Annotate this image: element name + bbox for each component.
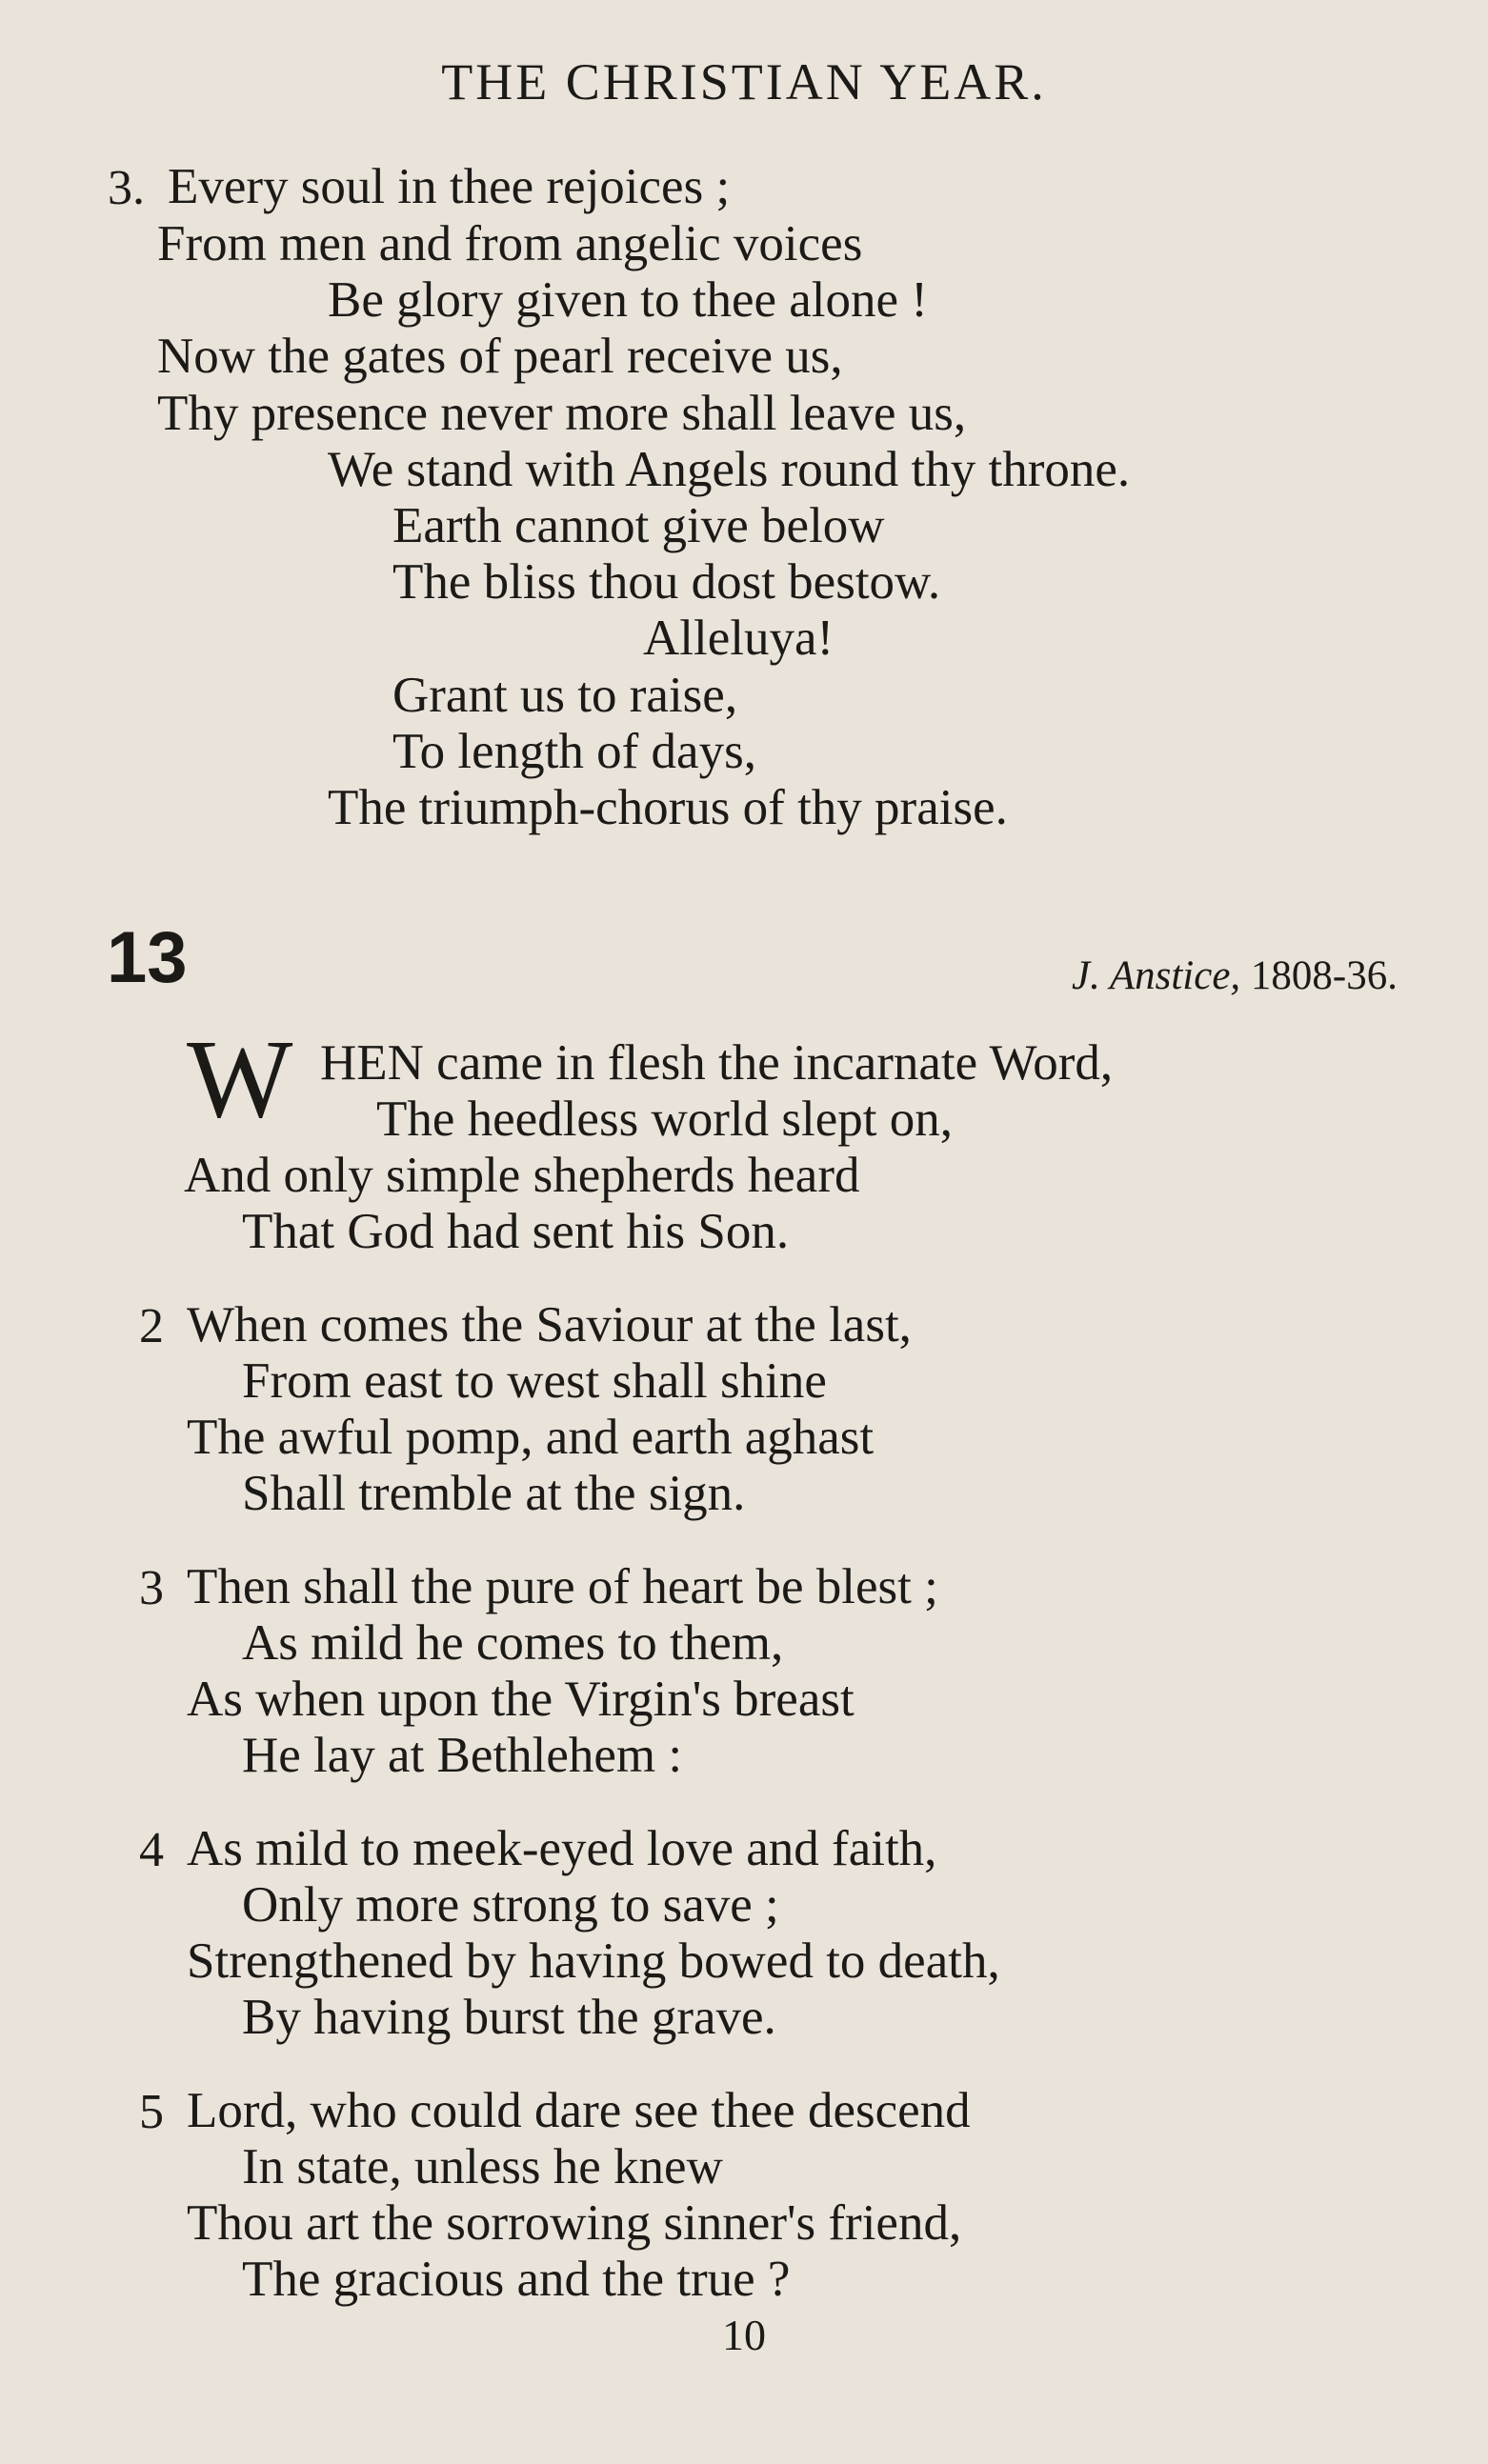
verse-line: From east to west shall shine — [242, 1353, 827, 1409]
verse-line: Be glory given to thee alone ! — [328, 272, 928, 328]
page-number: 10 — [722, 2311, 766, 2359]
verse-line: As mild to meek-eyed love and faith, — [187, 1821, 937, 1876]
verse-line: We stand with Angels round thy throne. — [328, 442, 1131, 497]
verse-line: From men and from angelic voices — [157, 216, 863, 271]
hymn-number: 13 — [107, 917, 188, 998]
drop-cap: W — [187, 1016, 293, 1141]
verse-line: Strengthened by having bowed to death, — [187, 1933, 1000, 1989]
stanza-number: 5 — [139, 2085, 164, 2139]
verse-line: Thy presence never more shall leave us, — [157, 386, 967, 441]
verse-line: Now the gates of pearl receive us, — [157, 329, 843, 384]
verse-line: As when upon the Virgin's breast — [187, 1672, 855, 1727]
verse-line: Every soul in thee rejoices ; — [168, 159, 731, 214]
verse-line: That God had sent his Son. — [242, 1204, 790, 1259]
verse-line: The triumph-chorus of thy praise. — [328, 780, 1008, 835]
author-name: J. Anstice, — [1072, 953, 1241, 998]
verse-line: Only more strong to save ; — [242, 1877, 779, 1933]
verse-line: The heedless world slept on, — [376, 1092, 953, 1147]
verse-line: And only simple shepherds heard — [184, 1148, 860, 1203]
verse-line: The gracious and the true ? — [242, 2252, 791, 2307]
stanza-number: 3. — [108, 161, 145, 215]
verse-line: As mild he comes to them, — [242, 1615, 784, 1671]
stanza-number: 4 — [139, 1823, 164, 1877]
verse-line: In state, unless he knew — [242, 2139, 723, 2194]
verse-line: Then shall the pure of heart be blest ; — [187, 1559, 938, 1614]
stanza-number: 2 — [139, 1299, 164, 1353]
running-head: THE CHRISTIAN YEAR. — [441, 53, 1047, 110]
hymn-author — [1072, 952, 1398, 999]
verse-line: By having burst the grave. — [242, 1990, 776, 2045]
verse-line: Alleluya! — [643, 611, 834, 666]
verse-line: He lay at Bethlehem : — [242, 1728, 683, 1783]
verse-line: Earth cannot give below — [392, 498, 885, 553]
stanza-number: 3 — [139, 1561, 164, 1615]
verse-line: Grant us to raise, — [392, 668, 738, 723]
verse-line: HEN came in flesh the incarnate Word, — [320, 1035, 1114, 1091]
verse-line: Shall tremble at the sign. — [242, 1466, 746, 1521]
verse-line: Thou art the sorrowing sinner's friend, — [187, 2195, 962, 2251]
verse-line: When comes the Saviour at the last, — [187, 1297, 912, 1352]
verse-line: The awful pomp, and earth aghast — [187, 1410, 875, 1465]
verse-line: Lord, who could dare see thee descend — [187, 2083, 971, 2138]
author-dates: 1808-36. — [1250, 953, 1398, 998]
verse-line: The bliss thou dost bestow. — [392, 554, 941, 610]
verse-line: To length of days, — [392, 724, 756, 779]
